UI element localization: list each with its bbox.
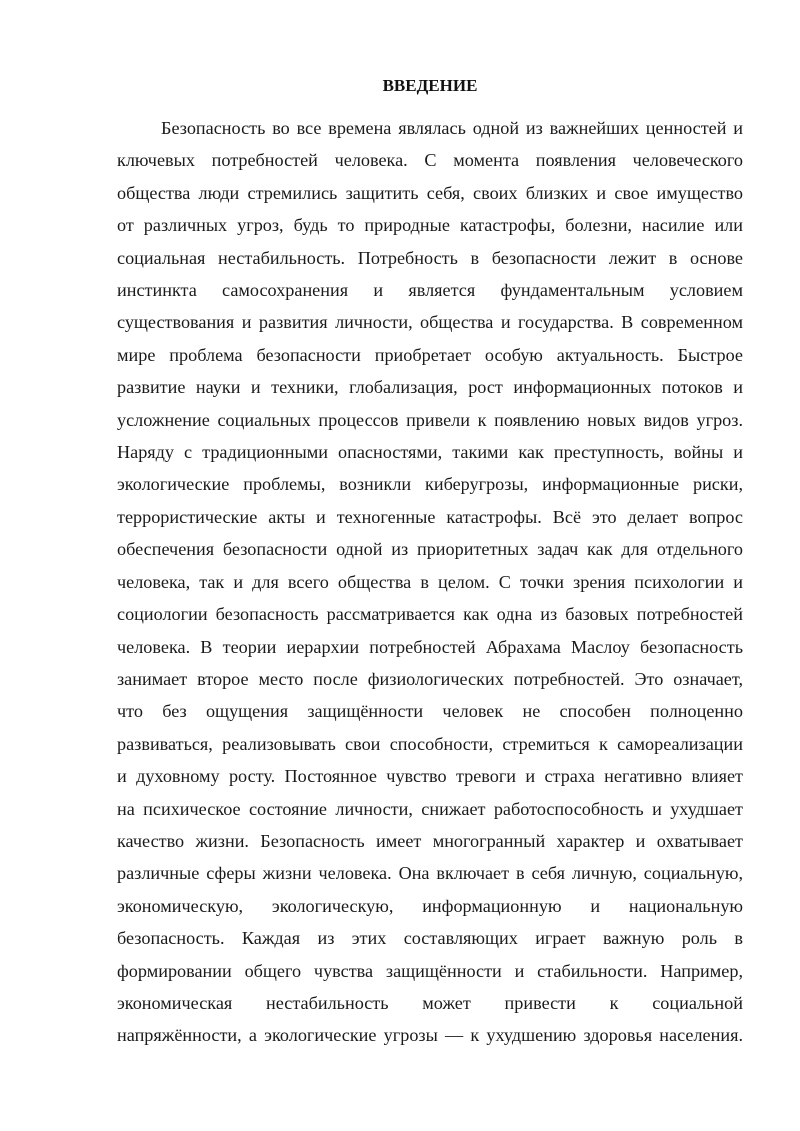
text-line: качество жизни. Безопасность имеет многогранный характер и охватывает <box>117 830 743 851</box>
text-line: усложнение социальных процессов привели к появлению новых видов угроз. <box>117 409 743 430</box>
text-line: инстинкта самосохранения и является фундаментальным условием <box>117 280 743 301</box>
text-line: экономическая нестабильность может привести к социальной <box>117 992 743 1013</box>
text-line: формировании общего чувства защищённости и стабильности. Например, <box>117 960 743 981</box>
text-line: Безопасность во все времена являлась одной из важнейших ценностей и <box>161 118 743 138</box>
text-line: на психическое состояние личности, снижает работоспособность и ухудшает <box>117 798 743 819</box>
text-line: экологические проблемы, возникли киберугрозы, информационные риски, <box>117 474 743 495</box>
text-line: Наряду с традиционными опасностями, такими как преступность, войны и <box>117 442 743 463</box>
text-line: социологии безопасность рассматривается как одна из базовых потребностей <box>117 604 743 625</box>
text-line: что без ощущения защищённости человек не способен полноценно <box>117 701 743 722</box>
text-line: ключевых потребностей человека. С момента появления человеческого <box>117 150 743 171</box>
document-title: ВВЕДЕНИЕ <box>382 76 478 95</box>
text-line: от различных угроз, будь то природные катастрофы, болезни, насилие или <box>117 215 743 236</box>
text-line: экономическую, экологическую, информационную и национальную <box>117 895 743 916</box>
text-line: террористические акты и техногенные катастрофы. Всё это делает вопрос <box>117 506 743 527</box>
body-paragraph <box>117 112 743 1052</box>
text-line: общества люди стремились защитить себя, своих близких и свое имущество <box>117 182 743 203</box>
text-line: развиваться, реализовывать свои способности, стремиться к самореализации <box>117 733 743 754</box>
text-line: человека. В теории иерархии потребностей Абрахама Маслоу безопасность <box>117 636 743 657</box>
text-line: мире проблема безопасности приобретает особую актуальность. Быстрое <box>117 344 743 365</box>
text-line: и духовному росту. Постоянное чувство тревоги и страха негативно влияет <box>117 766 743 787</box>
text-line: человека, так и для всего общества в целом. С точки зрения психологии и <box>117 571 743 592</box>
text-line: развитие науки и техники, глобализация, рост информационных потоков и <box>117 377 743 398</box>
text-line: существования и развития личности, общества и государства. В современном <box>117 312 743 333</box>
text-line: различные сферы жизни человека. Она включает в себя личную, социальную, <box>117 863 743 884</box>
text-line: социальная нестабильность. Потребность в безопасности лежит в основе <box>117 247 743 268</box>
text-line: безопасность. Каждая из этих составляющих играет важную роль в <box>117 928 743 949</box>
text-line: занимает второе место после физиологических потребностей. Это означает, <box>117 668 743 689</box>
text-line: напряжённости, а экологические угрозы — к ухудшению здоровья населения. <box>117 1025 743 1046</box>
text-line: обеспечения безопасности одной из приоритетных задач как для отдельного <box>117 539 743 560</box>
